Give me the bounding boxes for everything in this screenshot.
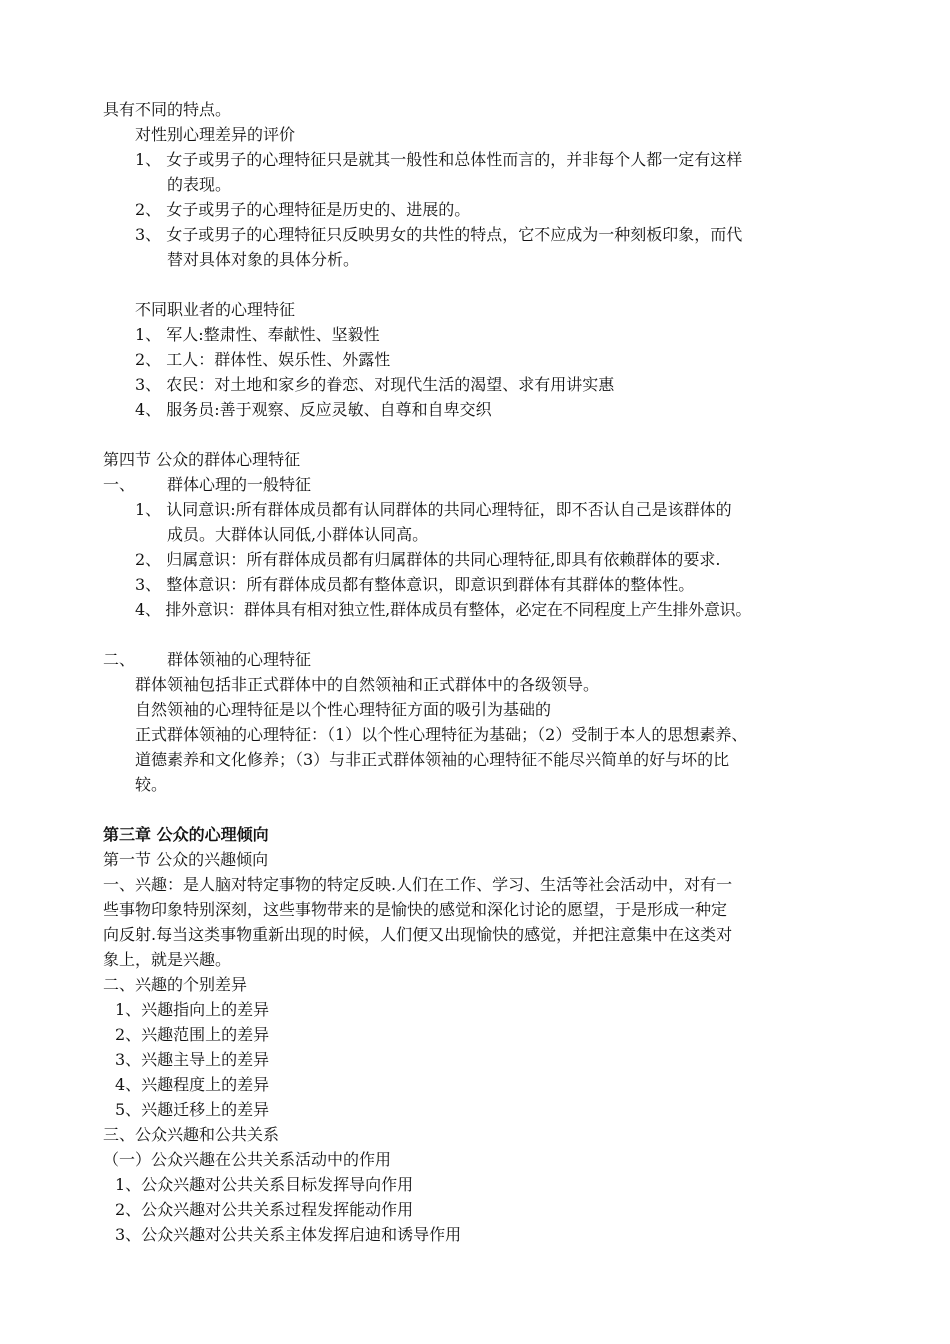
list-item: 3、 整体意识：所有群体成员都有整体意识，即意识到群体有其群体的整体性。 — [135, 575, 695, 594]
list-item: 1、 女子或男子的心理特征只是就其一般性和总体性而言的，并非每个人都一定有这样 — [135, 150, 743, 169]
list-item: 4、兴趣程度上的差异 — [115, 1075, 270, 1094]
list-item: 2、 工人：群体性、娱乐性、外露性 — [135, 350, 391, 369]
outline-number: 二、 — [103, 650, 136, 669]
chapter-title: 第三章 公众的心理倾向 — [103, 825, 269, 844]
list-item: 3、公众兴趣对公共关系主体发挥启迪和诱导作用 — [115, 1225, 462, 1244]
text-line: 具有不同的特点。 — [103, 100, 232, 119]
subsection-heading: 三、公众兴趣和公共关系 — [103, 1125, 280, 1144]
list-item: 5、兴趣迁移上的差异 — [115, 1100, 270, 1119]
paragraph-line: 正式群体领袖的心理特征：（1）以个性心理特征为基础；（2）受制于本人的思想素养、 — [135, 725, 748, 744]
subsection-heading: 群体领袖的心理特征 — [167, 650, 312, 669]
list-item: 2、 女子或男子的心理特征是历史的、进展的。 — [135, 200, 471, 219]
outline-number: 一、 — [103, 475, 136, 494]
list-item: 1、公众兴趣对公共关系目标发挥导向作用 — [115, 1175, 414, 1194]
subsection-heading: 群体心理的一般特征 — [167, 475, 312, 494]
paragraph-line: 道德素养和文化修养；（3）与非正式群体领袖的心理特征不能尽兴简单的好与坏的比 — [135, 750, 730, 769]
list-item: 3、 农民：对土地和家乡的眷恋、对现代生活的渴望、求有用讲实惠 — [135, 375, 615, 394]
paragraph-line: 些事物印象特别深刻，这些事物带来的是愉快的感觉和深化讨论的愿望，于是形成一种定 — [103, 900, 728, 919]
paragraph-line: 较。 — [135, 775, 168, 794]
list-item-continuation: 替对具体对象的具体分析。 — [167, 250, 360, 269]
paragraph-line: 自然领袖的心理特征是以个性心理特征方面的吸引为基础的 — [135, 700, 552, 719]
list-item: 1、兴趣指向上的差异 — [115, 1000, 270, 1019]
list-item-continuation: 的表现。 — [167, 175, 232, 194]
subsection-heading: 二、兴趣的个别差异 — [103, 975, 248, 994]
subsection-heading: （一）公众兴趣在公共关系活动中的作用 — [103, 1150, 392, 1169]
paragraph-line: 一、兴趣：是人脑对特定事物的特定反映.人们在工作、学习、生活等社会活动中，对有一 — [103, 875, 733, 894]
paragraph-line: 象上，就是兴趣。 — [103, 950, 232, 969]
paragraph-line: 向反射.每当这类事物重新出现的时候，人们便又出现愉快的感觉，并把注意集中在这类对 — [103, 925, 733, 944]
section-heading: 第一节 公众的兴趣倾向 — [103, 850, 269, 869]
heading-gender-evaluation: 对性别心理差异的评价 — [135, 125, 296, 144]
list-item: 2、公众兴趣对公共关系过程发挥能动作用 — [115, 1200, 414, 1219]
list-item: 1、 军人:整肃性、奉献性、坚毅性 — [135, 325, 380, 344]
list-item: 3、兴趣主导上的差异 — [115, 1050, 270, 1069]
list-item: 4、 服务员:善于观察、反应灵敏、自尊和自卑交织 — [135, 400, 492, 419]
list-item: 1、 认同意识:所有群体成员都有认同群体的共同心理特征，即不否认自己是该群体的 — [135, 500, 732, 519]
section-heading: 第四节 公众的群体心理特征 — [103, 450, 301, 469]
list-item: 3、 女子或男子的心理特征只反映男女的共性的特点，它不应成为一种刻板印象，而代 — [135, 225, 743, 244]
list-item-continuation: 成员。大群体认同低,小群体认同高。 — [167, 525, 429, 544]
list-item: 2、兴趣范围上的差异 — [115, 1025, 270, 1044]
list-item: 2、 归属意识：所有群体成员都有归属群体的共同心理特征,即具有依赖群体的要求. — [135, 550, 721, 569]
paragraph-line: 群体领袖包括非正式群体中的自然领袖和正式群体中的各级领导。 — [135, 675, 600, 694]
list-item: 4、 排外意识：群体具有相对独立性,群体成员有整体，必定在不同程度上产生排外意识。 — [135, 600, 752, 619]
heading-occupations: 不同职业者的心理特征 — [135, 300, 296, 319]
